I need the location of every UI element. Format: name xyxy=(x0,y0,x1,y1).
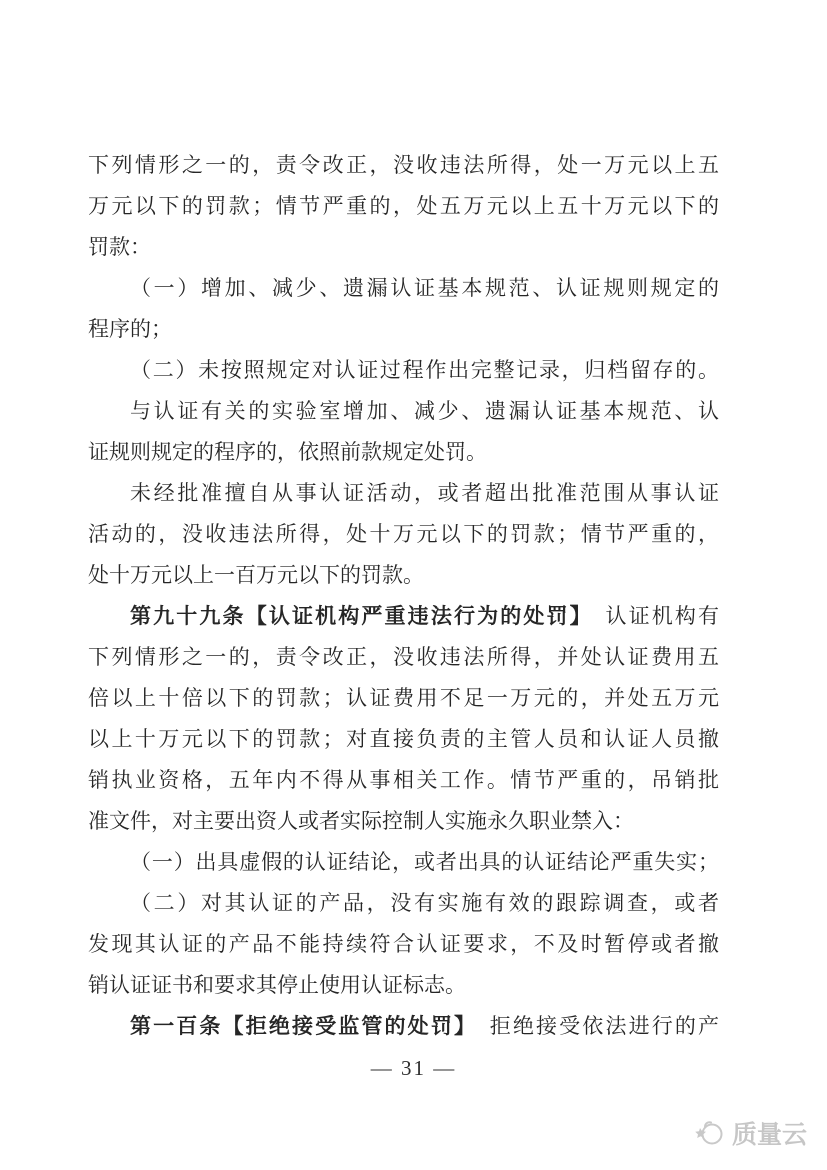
text-line xyxy=(88,432,719,473)
text-line xyxy=(88,391,719,432)
text-segment: 罚款： xyxy=(88,235,151,259)
watermark-text: 质量云 xyxy=(731,1121,807,1149)
text-segment: 程序的； xyxy=(88,317,172,341)
text-line xyxy=(88,678,719,719)
text-line xyxy=(88,842,719,883)
text-segment: 证规则规定的程序的，依照前款规定处罚。 xyxy=(88,440,487,464)
article-heading-segment: 第一百条【拒绝接受监管的处罚】 xyxy=(130,1015,467,1038)
text-line xyxy=(88,145,719,186)
text-line xyxy=(88,760,719,801)
document-body xyxy=(88,145,719,1047)
text-segment: 以上十万元以下的罚款；对直接负责的主管人员和认证人员撤 xyxy=(88,727,719,751)
quality-cloud-logo-icon xyxy=(693,1118,727,1148)
text-line xyxy=(88,473,719,514)
text-segment: 认证机构有 xyxy=(582,604,719,628)
text-segment: 未经批准擅自从事认证活动，或者超出批准范围从事认证 xyxy=(130,481,719,505)
text-segment: 倍以上十倍以下的罚款；认证费用不足一万元的，并处五万元 xyxy=(88,686,719,710)
text-line xyxy=(88,965,719,1006)
text-line xyxy=(88,924,719,965)
text-segment: （一）出具虚假的认证结论，或者出具的认证结论严重失实； xyxy=(130,850,719,874)
text-segment: 下列情形之一的，责令改正，没收违法所得，处一万元以上五 xyxy=(88,153,719,177)
text-segment: （二）对其认证的产品，没有实施有效的跟踪调查，或者 xyxy=(130,891,719,915)
text-segment: （二）未按照规定对认证过程作出完整记录，归档留存的。 xyxy=(130,358,719,382)
text-line xyxy=(88,514,719,555)
text-line xyxy=(88,883,719,924)
text-segment: 准文件，对主要出资人或者实际控制人实施永久职业禁入： xyxy=(88,809,634,833)
article-heading-segment: 第九十九条【认证机构严重违法行为的处罚】 xyxy=(130,605,583,628)
text-line xyxy=(88,1006,719,1047)
text-segment: 销执业资格，五年内不得从事相关工作。情节严重的，吊销批 xyxy=(88,768,719,792)
text-segment: 发现其认证的产品不能持续符合认证要求，不及时暂停或者撤 xyxy=(88,932,719,956)
text-line xyxy=(88,596,719,637)
text-line xyxy=(88,719,719,760)
text-segment: 万元以下的罚款；情节严重的，处五万元以上五十万元以下的 xyxy=(88,194,719,218)
text-segment: 活动的，没收违法所得，处十万元以下的罚款；情节严重的， xyxy=(88,522,719,546)
page-number: — 31 — xyxy=(370,1056,457,1080)
text-segment: 处十万元以上一百万元以下的罚款。 xyxy=(88,563,424,587)
text-line xyxy=(88,637,719,678)
watermark xyxy=(693,1115,807,1151)
text-line xyxy=(88,801,719,842)
text-segment: 拒绝接受依法进行的产 xyxy=(466,1014,719,1038)
text-segment: 销认证证书和要求其停止使用认证标志。 xyxy=(88,973,466,997)
text-line xyxy=(88,309,719,350)
text-line xyxy=(88,350,719,391)
text-line xyxy=(88,227,719,268)
text-segment: 与认证有关的实验室增加、减少、遗漏认证基本规范、认 xyxy=(130,399,719,423)
text-line xyxy=(88,186,719,227)
text-segment: （一）增加、减少、遗漏认证基本规范、认证规则规定的 xyxy=(130,276,719,300)
text-segment: 下列情形之一的，责令改正，没收违法所得，并处认证费用五 xyxy=(88,645,719,669)
text-line xyxy=(88,268,719,309)
text-line xyxy=(88,555,719,596)
